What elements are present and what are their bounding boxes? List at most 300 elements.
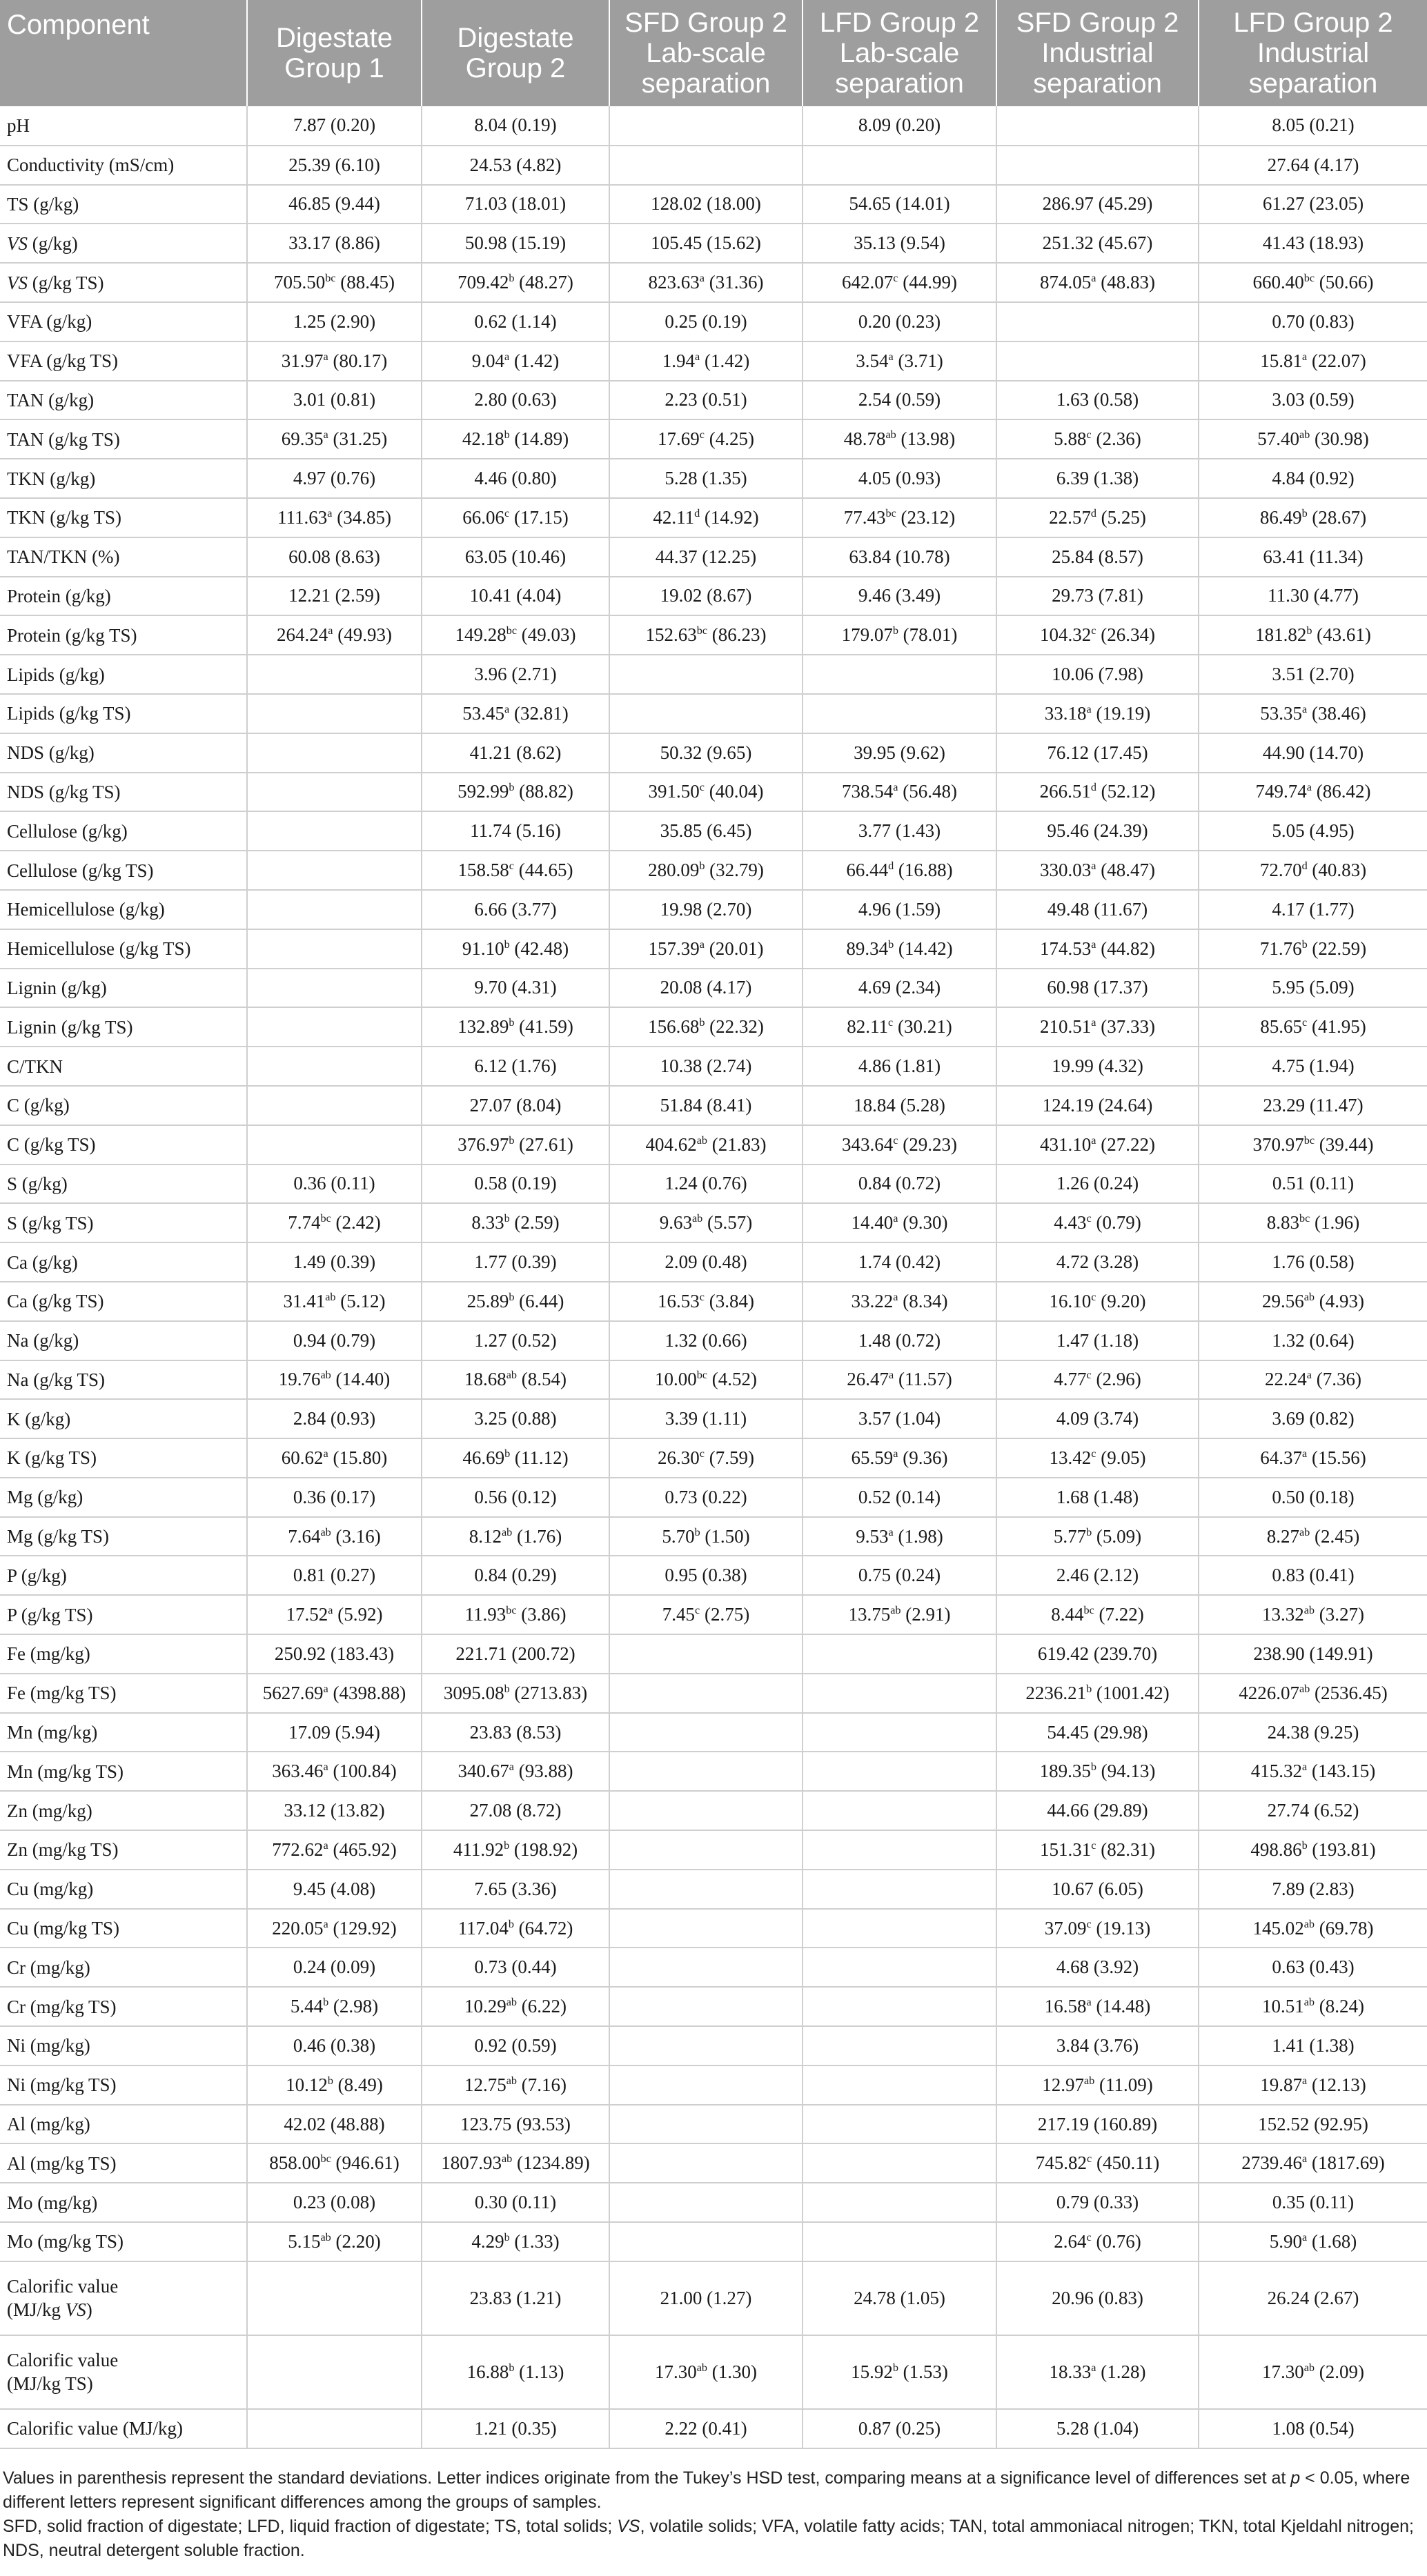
table-row: [0, 1517, 1427, 1556]
table-row: [0, 1399, 1427, 1438]
table-row: [0, 419, 1427, 459]
table-row: [0, 1478, 1427, 1517]
cell-component: Mn (mg/kg TS): [0, 1752, 247, 1791]
cell-digestate-group-1: 10.12$^b$ (8.49): [247, 2065, 422, 2105]
cell-sfd-industrial: 874.05$^a$ (48.83): [996, 263, 1199, 302]
cell-digestate-group-2: 53.45$^a$ (32.81): [422, 694, 609, 733]
table-row: [0, 1948, 1427, 1987]
cell-sfd-industrial: 210.51$^a$ (37.33): [996, 1007, 1199, 1047]
cell-lfd-industrial: 4.84 (0.92): [1199, 459, 1427, 498]
cell-lfd-lab-scale: [803, 694, 996, 733]
cell-sfd-lab-scale: 1.24 (0.76): [609, 1165, 803, 1204]
cell-lfd-lab-scale: [803, 1791, 996, 1830]
cell-lfd-lab-scale: [803, 2065, 996, 2105]
table-row: [0, 1556, 1427, 1595]
cell-lfd-industrial: 0.70 (0.83): [1199, 302, 1427, 341]
cell-sfd-lab-scale: [609, 1634, 803, 1674]
cell-component: TS (g/kg): [0, 185, 247, 224]
cell-digestate-group-2: 158.58$^c$ (44.65): [422, 851, 609, 890]
cell-sfd-industrial: 151.31$^c$ (82.31): [996, 1830, 1199, 1870]
cell-sfd-industrial: [996, 146, 1199, 185]
cell-lfd-lab-scale: 77.43$^{bc}$ (23.12): [803, 498, 996, 537]
cell-digestate-group-1: [247, 929, 422, 969]
cell-component: Al (mg/kg): [0, 2105, 247, 2144]
cell-digestate-group-1: 9.45 (4.08): [247, 1870, 422, 1909]
cell-digestate-group-2: 9.70 (4.31): [422, 969, 609, 1008]
cell-lfd-lab-scale: [803, 1634, 996, 1674]
cell-component: Ni (mg/kg TS): [0, 2065, 247, 2105]
cell-lfd-industrial: 1.41 (1.38): [1199, 2026, 1427, 2065]
table-row: [0, 537, 1427, 577]
cell-component: Mg (g/kg): [0, 1478, 247, 1517]
cell-lfd-industrial: 29.56$^{ab}$ (4.93): [1199, 1282, 1427, 1321]
cell-lfd-industrial: 1.08 (0.54): [1199, 2409, 1427, 2448]
cell-lfd-industrial: 0.35 (0.11): [1199, 2183, 1427, 2222]
cell-sfd-industrial: 2236.21$^b$ (1001.42): [996, 1674, 1199, 1713]
cell-component: Hemicellulose (g/kg TS): [0, 929, 247, 969]
cell-lfd-lab-scale: 1.48 (0.72): [803, 1321, 996, 1360]
cell-sfd-lab-scale: 128.02 (18.00): [609, 185, 803, 224]
cell-lfd-industrial: 24.38 (9.25): [1199, 1713, 1427, 1752]
cell-lfd-lab-scale: [803, 2105, 996, 2144]
cell-lfd-lab-scale: [803, 2026, 996, 2065]
cell-sfd-industrial: 2.64$^c$ (0.76): [996, 2222, 1199, 2261]
cell-sfd-lab-scale: [609, 2143, 803, 2183]
cell-digestate-group-1: [247, 2261, 422, 2335]
cell-component: TKN (g/kg TS): [0, 498, 247, 537]
cell-sfd-industrial: 10.06 (7.98): [996, 655, 1199, 694]
cell-lfd-lab-scale: 24.78 (1.05): [803, 2261, 996, 2335]
cell-sfd-industrial: 619.42 (239.70): [996, 1634, 1199, 1674]
cell-digestate-group-1: 5.44$^b$ (2.98): [247, 1987, 422, 2026]
cell-sfd-industrial: 1.26 (0.24): [996, 1165, 1199, 1204]
cell-sfd-lab-scale: [609, 106, 803, 146]
cell-sfd-industrial: 3.84 (3.76): [996, 2026, 1199, 2065]
cell-digestate-group-1: 0.24 (0.09): [247, 1948, 422, 1987]
table-row: [0, 106, 1427, 146]
cell-lfd-industrial: 11.30 (4.77): [1199, 577, 1427, 616]
cell-component: Zn (mg/kg): [0, 1791, 247, 1830]
cell-sfd-lab-scale: [609, 146, 803, 185]
cell-component: S (g/kg TS): [0, 1203, 247, 1242]
cell-component: K (g/kg): [0, 1399, 247, 1438]
cell-digestate-group-1: 19.76$^{ab}$ (14.40): [247, 1360, 422, 1400]
cell-digestate-group-1: 42.02 (48.88): [247, 2105, 422, 2144]
cell-sfd-lab-scale: [609, 2222, 803, 2261]
cell-lfd-lab-scale: 1.74 (0.42): [803, 1242, 996, 1282]
cell-sfd-industrial: 217.19 (160.89): [996, 2105, 1199, 2144]
cell-sfd-lab-scale: 51.84 (8.41): [609, 1086, 803, 1125]
cell-component: C (g/kg TS): [0, 1125, 247, 1165]
cell-sfd-industrial: 286.97 (45.29): [996, 185, 1199, 224]
cell-digestate-group-2: 1807.93$^{ab}$ (1234.89): [422, 2143, 609, 2183]
cell-sfd-lab-scale: [609, 1752, 803, 1791]
cell-digestate-group-2: 18.68$^{ab}$ (8.54): [422, 1360, 609, 1400]
cell-component: S (g/kg): [0, 1165, 247, 1204]
cell-sfd-lab-scale: 5.28 (1.35): [609, 459, 803, 498]
table-row: [0, 498, 1427, 537]
cell-sfd-lab-scale: 823.63$^a$ (31.36): [609, 263, 803, 302]
cell-lfd-lab-scale: [803, 1713, 996, 1752]
cell-sfd-lab-scale: [609, 1909, 803, 1948]
cell-sfd-industrial: 4.72 (3.28): [996, 1242, 1199, 1282]
cell-sfd-industrial: 60.98 (17.37): [996, 969, 1199, 1008]
table-row: [0, 1007, 1427, 1047]
table-row: [0, 694, 1427, 733]
cell-sfd-lab-scale: 17.69$^c$ (4.25): [609, 419, 803, 459]
cell-sfd-industrial: 4.77$^c$ (2.96): [996, 1360, 1199, 1400]
cell-sfd-industrial: 19.99 (4.32): [996, 1047, 1199, 1086]
cell-lfd-industrial: 61.27 (23.05): [1199, 185, 1427, 224]
cell-digestate-group-2: 50.98 (15.19): [422, 224, 609, 263]
cell-sfd-industrial: 5.28 (1.04): [996, 2409, 1199, 2448]
table-row: [0, 1870, 1427, 1909]
cell-lfd-lab-scale: 4.05 (0.93): [803, 459, 996, 498]
cell-sfd-lab-scale: 16.53$^c$ (3.84): [609, 1282, 803, 1321]
cell-lfd-lab-scale: 4.69 (2.34): [803, 969, 996, 1008]
cell-digestate-group-2: 11.74 (5.16): [422, 811, 609, 851]
cell-lfd-industrial: 415.32$^a$ (143.15): [1199, 1752, 1427, 1791]
cell-digestate-group-1: 7.64$^{ab}$ (3.16): [247, 1517, 422, 1556]
cell-digestate-group-2: 1.27 (0.52): [422, 1321, 609, 1360]
cell-digestate-group-2: 10.41 (4.04): [422, 577, 609, 616]
table-header: [0, 0, 1427, 106]
cell-sfd-lab-scale: [609, 1870, 803, 1909]
cell-sfd-industrial: 431.10$^a$ (27.22): [996, 1125, 1199, 1165]
cell-digestate-group-1: 69.35$^a$ (31.25): [247, 419, 422, 459]
cell-component: Lipids (g/kg TS): [0, 694, 247, 733]
cell-sfd-industrial: 330.03$^a$ (48.47): [996, 851, 1199, 890]
cell-lfd-lab-scale: [803, 1830, 996, 1870]
cell-component: Fe (mg/kg): [0, 1634, 247, 1674]
cell-digestate-group-1: 5627.69$^a$ (4398.88): [247, 1674, 422, 1713]
cell-sfd-lab-scale: 0.25 (0.19): [609, 302, 803, 341]
cell-digestate-group-1: 0.23 (0.08): [247, 2183, 422, 2222]
cell-component: Protein (g/kg): [0, 577, 247, 616]
cell-sfd-industrial: 189.35$^b$ (94.13): [996, 1752, 1199, 1791]
cell-lfd-lab-scale: 179.07$^b$ (78.01): [803, 615, 996, 655]
cell-component: VFA (g/kg TS): [0, 341, 247, 381]
cell-component: NDS (g/kg): [0, 733, 247, 773]
cell-lfd-industrial: 5.95 (5.09): [1199, 969, 1427, 1008]
cell-sfd-industrial: [996, 106, 1199, 146]
cell-digestate-group-2: 376.97$^b$ (27.61): [422, 1125, 609, 1165]
cell-lfd-industrial: 8.83$^{bc}$ (1.96): [1199, 1203, 1427, 1242]
cell-sfd-industrial: 18.33$^a$ (1.28): [996, 2335, 1199, 2409]
cell-digestate-group-1: [247, 1086, 422, 1125]
cell-sfd-lab-scale: [609, 655, 803, 694]
cell-digestate-group-2: 3095.08$^b$ (2713.83): [422, 1674, 609, 1713]
cell-digestate-group-2: 24.53 (4.82): [422, 146, 609, 185]
cell-component: pH: [0, 106, 247, 146]
cell-digestate-group-1: 31.41$^{ab}$ (5.12): [247, 1282, 422, 1321]
cell-component: Fe (mg/kg TS): [0, 1674, 247, 1713]
cell-component: Zn (mg/kg TS): [0, 1830, 247, 1870]
table-row: [0, 1360, 1427, 1400]
cell-sfd-industrial: 174.53$^a$ (44.82): [996, 929, 1199, 969]
cell-digestate-group-2: 3.25 (0.88): [422, 1399, 609, 1438]
cell-lfd-industrial: 0.50 (0.18): [1199, 1478, 1427, 1517]
cell-lfd-industrial: 370.97$^{bc}$ (39.44): [1199, 1125, 1427, 1165]
cell-lfd-industrial: 26.24 (2.67): [1199, 2261, 1427, 2335]
cell-lfd-industrial: 8.05 (0.21): [1199, 106, 1427, 146]
cell-component: Protein (g/kg TS): [0, 615, 247, 655]
cell-component: Al (mg/kg TS): [0, 2143, 247, 2183]
header-component: Component: [0, 0, 247, 106]
cell-lfd-lab-scale: [803, 146, 996, 185]
cell-lfd-industrial: 8.27$^{ab}$ (2.45): [1199, 1517, 1427, 1556]
cell-digestate-group-1: 111.63$^a$ (34.85): [247, 498, 422, 537]
cell-component: Cr (mg/kg TS): [0, 1987, 247, 2026]
table-row: [0, 773, 1427, 812]
cell-sfd-industrial: 16.10$^c$ (9.20): [996, 1282, 1199, 1321]
cell-lfd-industrial: 152.52 (92.95): [1199, 2105, 1427, 2144]
table-row: [0, 2105, 1427, 2144]
cell-digestate-group-1: [247, 969, 422, 1008]
cell-lfd-lab-scale: [803, 1870, 996, 1909]
cell-digestate-group-2: 66.06$^c$ (17.15): [422, 498, 609, 537]
cell-sfd-lab-scale: 21.00 (1.27): [609, 2261, 803, 2335]
cell-lfd-lab-scale: 39.95 (9.62): [803, 733, 996, 773]
table-row: [0, 1830, 1427, 1870]
cell-digestate-group-2: 1.21 (0.35): [422, 2409, 609, 2448]
table-row: [0, 381, 1427, 420]
cell-lfd-lab-scale: 54.65 (14.01): [803, 185, 996, 224]
header-lfd-industrial: LFD Group 2 Industrial separation: [1199, 0, 1427, 106]
cell-sfd-lab-scale: [609, 1830, 803, 1870]
cell-component: Cu (mg/kg TS): [0, 1909, 247, 1948]
cell-sfd-lab-scale: 391.50$^c$ (40.04): [609, 773, 803, 812]
cell-component: Cellulose (g/kg TS): [0, 851, 247, 890]
cell-digestate-group-2: 27.08 (8.72): [422, 1791, 609, 1830]
cell-digestate-group-2: 42.18$^b$ (14.89): [422, 419, 609, 459]
cell-sfd-lab-scale: [609, 1713, 803, 1752]
cell-digestate-group-2: 411.92$^b$ (198.92): [422, 1830, 609, 1870]
cell-digestate-group-1: [247, 733, 422, 773]
table-row: [0, 341, 1427, 381]
cell-lfd-industrial: 10.51$^{ab}$ (8.24): [1199, 1987, 1427, 2026]
cell-digestate-group-1: 363.46$^a$ (100.84): [247, 1752, 422, 1791]
cell-lfd-lab-scale: 0.84 (0.72): [803, 1165, 996, 1204]
cell-sfd-industrial: 29.73 (7.81): [996, 577, 1199, 616]
cell-digestate-group-1: 5.15$^{ab}$ (2.20): [247, 2222, 422, 2261]
cell-component: Ca (g/kg TS): [0, 1282, 247, 1321]
cell-lfd-lab-scale: 738.54$^a$ (56.48): [803, 773, 996, 812]
cell-component: NDS (g/kg TS): [0, 773, 247, 812]
cell-digestate-group-1: [247, 1125, 422, 1165]
cell-sfd-lab-scale: 50.32 (9.65): [609, 733, 803, 773]
table-row: [0, 1047, 1427, 1086]
table-body: [0, 106, 1427, 2448]
cell-sfd-lab-scale: 280.09$^b$ (32.79): [609, 851, 803, 890]
cell-digestate-group-2: 9.04$^a$ (1.42): [422, 341, 609, 381]
cell-digestate-group-1: 2.84 (0.93): [247, 1399, 422, 1438]
cell-sfd-lab-scale: [609, 1674, 803, 1713]
cell-digestate-group-1: 0.94 (0.79): [247, 1321, 422, 1360]
cell-sfd-lab-scale: 0.73 (0.22): [609, 1478, 803, 1517]
cell-sfd-lab-scale: [609, 2065, 803, 2105]
cell-digestate-group-2: 0.30 (0.11): [422, 2183, 609, 2222]
cell-digestate-group-1: 31.97$^a$ (80.17): [247, 341, 422, 381]
cell-digestate-group-2: 63.05 (10.46): [422, 537, 609, 577]
cell-sfd-industrial: 4.68 (3.92): [996, 1948, 1199, 1987]
cell-digestate-group-2: 1.77 (0.39): [422, 1242, 609, 1282]
table-row: [0, 1321, 1427, 1360]
cell-digestate-group-1: 0.36 (0.11): [247, 1165, 422, 1204]
table-row: [0, 2065, 1427, 2105]
table-row: [0, 2026, 1427, 2065]
cell-sfd-industrial: 1.63 (0.58): [996, 381, 1199, 420]
cell-lfd-industrial: 3.51 (2.70): [1199, 655, 1427, 694]
cell-lfd-lab-scale: [803, 1674, 996, 1713]
cell-component: Na (g/kg TS): [0, 1360, 247, 1400]
cell-lfd-industrial: 5.90$^a$ (1.68): [1199, 2222, 1427, 2261]
cell-sfd-lab-scale: [609, 694, 803, 733]
cell-component: Mo (mg/kg TS): [0, 2222, 247, 2261]
cell-digestate-group-1: 858.00$^{bc}$ (946.61): [247, 2143, 422, 2183]
cell-digestate-group-2: 8.12$^{ab}$ (1.76): [422, 1517, 609, 1556]
cell-lfd-lab-scale: 13.75$^{ab}$ (2.91): [803, 1595, 996, 1634]
cell-sfd-lab-scale: [609, 1987, 803, 2026]
cell-digestate-group-1: 0.36 (0.17): [247, 1478, 422, 1517]
table-row: [0, 929, 1427, 969]
cell-component: Cellulose (g/kg): [0, 811, 247, 851]
cell-digestate-group-1: [247, 1047, 422, 1086]
cell-component: VS (g/kg TS): [0, 263, 247, 302]
cell-component: Conductivity (mS/cm): [0, 146, 247, 185]
cell-lfd-lab-scale: 4.96 (1.59): [803, 890, 996, 929]
cell-component: Mn (mg/kg): [0, 1713, 247, 1752]
cell-sfd-industrial: 8.44$^{bc}$ (7.22): [996, 1595, 1199, 1634]
cell-lfd-industrial: 1.76 (0.58): [1199, 1242, 1427, 1282]
header-sfd-industrial: SFD Group 2 Industrial separation: [996, 0, 1199, 106]
cell-sfd-lab-scale: [609, 1948, 803, 1987]
cell-lfd-industrial: 13.32$^{ab}$ (3.27): [1199, 1595, 1427, 1634]
cell-digestate-group-2: 23.83 (8.53): [422, 1713, 609, 1752]
cell-digestate-group-2: 10.29$^{ab}$ (6.22): [422, 1987, 609, 2026]
cell-lfd-lab-scale: 89.34$^b$ (14.42): [803, 929, 996, 969]
cell-component: Lipids (g/kg): [0, 655, 247, 694]
cell-lfd-lab-scale: [803, 2222, 996, 2261]
cell-sfd-industrial: 5.77$^b$ (5.09): [996, 1517, 1199, 1556]
cell-lfd-industrial: 22.24$^a$ (7.36): [1199, 1360, 1427, 1400]
cell-digestate-group-2: 709.42$^b$ (48.27): [422, 263, 609, 302]
cell-component: P (g/kg): [0, 1556, 247, 1595]
cell-digestate-group-1: [247, 2409, 422, 2448]
cell-lfd-industrial: 5.05 (4.95): [1199, 811, 1427, 851]
cell-lfd-lab-scale: 343.64$^c$ (29.23): [803, 1125, 996, 1165]
cell-lfd-industrial: 53.35$^a$ (38.46): [1199, 694, 1427, 733]
cell-lfd-industrial: 85.65$^c$ (41.95): [1199, 1007, 1427, 1047]
cell-lfd-lab-scale: 3.54$^a$ (3.71): [803, 341, 996, 381]
cell-sfd-industrial: 49.48 (11.67): [996, 890, 1199, 929]
cell-component: Mg (g/kg TS): [0, 1517, 247, 1556]
cell-sfd-industrial: 25.84 (8.57): [996, 537, 1199, 577]
cell-digestate-group-2: 41.21 (8.62): [422, 733, 609, 773]
cell-lfd-industrial: 2739.46$^a$ (1817.69): [1199, 2143, 1427, 2183]
cell-lfd-lab-scale: 33.22$^a$ (8.34): [803, 1282, 996, 1321]
cell-digestate-group-1: 12.21 (2.59): [247, 577, 422, 616]
cell-sfd-industrial: 20.96 (0.83): [996, 2261, 1199, 2335]
cell-component: Cu (mg/kg): [0, 1870, 247, 1909]
cell-digestate-group-2: 221.71 (200.72): [422, 1634, 609, 1674]
cell-digestate-group-1: 772.62$^a$ (465.92): [247, 1830, 422, 1870]
cell-lfd-lab-scale: 0.75 (0.24): [803, 1556, 996, 1595]
cell-digestate-group-2: 0.58 (0.19): [422, 1165, 609, 1204]
cell-lfd-lab-scale: 66.44$^d$ (16.88): [803, 851, 996, 890]
cell-component: TAN (g/kg TS): [0, 419, 247, 459]
table-row: [0, 2261, 1427, 2335]
cell-lfd-industrial: 4.17 (1.77): [1199, 890, 1427, 929]
cell-sfd-industrial: [996, 341, 1199, 381]
header-digestate-group-2: Digestate Group 2: [422, 0, 609, 106]
cell-component: Mo (mg/kg): [0, 2183, 247, 2222]
cell-sfd-industrial: 54.45 (29.98): [996, 1713, 1199, 1752]
cell-lfd-industrial: 7.89 (2.83): [1199, 1870, 1427, 1909]
cell-lfd-industrial: 27.64 (4.17): [1199, 146, 1427, 185]
table-row: [0, 146, 1427, 185]
cell-component: VFA (g/kg): [0, 302, 247, 341]
table-row: [0, 1438, 1427, 1478]
cell-digestate-group-1: 46.85 (9.44): [247, 185, 422, 224]
table-row: [0, 1203, 1427, 1242]
cell-lfd-lab-scale: 18.84 (5.28): [803, 1086, 996, 1125]
cell-digestate-group-2: 27.07 (8.04): [422, 1086, 609, 1125]
footnote-abbreviations: SFD, solid fraction of digestate; LFD, liquid fraction of digestate; TS, total solids; VS, volatile solids; VFA, volatile fatty acids; TAN, total ammoniacal nitrogen; TKN, total Kjeldahl nitrogen; NDS, neutral detergent soluble fraction.: [3, 2517, 1414, 2560]
cell-lfd-industrial: 145.02$^{ab}$ (69.78): [1199, 1909, 1427, 1948]
table-row: [0, 615, 1427, 655]
cell-lfd-industrial: 3.69 (0.82): [1199, 1399, 1427, 1438]
cell-sfd-industrial: 104.32$^c$ (26.34): [996, 615, 1199, 655]
cell-lfd-industrial: 1.32 (0.64): [1199, 1321, 1427, 1360]
cell-digestate-group-1: 264.24$^a$ (49.93): [247, 615, 422, 655]
cell-sfd-lab-scale: 1.32 (0.66): [609, 1321, 803, 1360]
cell-lfd-industrial: 57.40$^{ab}$ (30.98): [1199, 419, 1427, 459]
cell-sfd-industrial: 251.32 (45.67): [996, 224, 1199, 263]
cell-lfd-lab-scale: [803, 2183, 996, 2222]
cell-digestate-group-2: 7.65 (3.36): [422, 1870, 609, 1909]
header-lfd-lab-scale: LFD Group 2 Lab-scale separation: [803, 0, 996, 106]
cell-sfd-lab-scale: [609, 1791, 803, 1830]
table-row: [0, 2409, 1427, 2448]
cell-sfd-industrial: 1.68 (1.48): [996, 1478, 1199, 1517]
cell-sfd-lab-scale: 19.98 (2.70): [609, 890, 803, 929]
table-row: [0, 2183, 1427, 2222]
cell-lfd-lab-scale: 35.13 (9.54): [803, 224, 996, 263]
cell-component: VS (g/kg): [0, 224, 247, 263]
cell-digestate-group-2: 8.04 (0.19): [422, 106, 609, 146]
cell-digestate-group-2: 6.66 (3.77): [422, 890, 609, 929]
cell-lfd-industrial: 64.37$^a$ (15.56): [1199, 1438, 1427, 1478]
cell-component: TAN/TKN (%): [0, 537, 247, 577]
cell-component: Ni (mg/kg): [0, 2026, 247, 2065]
cell-component: P (g/kg TS): [0, 1595, 247, 1634]
table-row: [0, 1125, 1427, 1165]
cell-sfd-lab-scale: 0.95 (0.38): [609, 1556, 803, 1595]
table-row: [0, 185, 1427, 224]
cell-digestate-group-1: 0.46 (0.38): [247, 2026, 422, 2065]
cell-digestate-group-1: 33.17 (8.86): [247, 224, 422, 263]
cell-lfd-lab-scale: 4.86 (1.81): [803, 1047, 996, 1086]
table-row: [0, 302, 1427, 341]
cell-lfd-lab-scale: [803, 1752, 996, 1791]
cell-digestate-group-1: [247, 655, 422, 694]
cell-digestate-group-2: 2.80 (0.63): [422, 381, 609, 420]
cell-digestate-group-2: 12.75$^{ab}$ (7.16): [422, 2065, 609, 2105]
cell-sfd-lab-scale: 157.39$^a$ (20.01): [609, 929, 803, 969]
cell-digestate-group-1: 250.92 (183.43): [247, 1634, 422, 1674]
cell-component: C (g/kg): [0, 1086, 247, 1125]
